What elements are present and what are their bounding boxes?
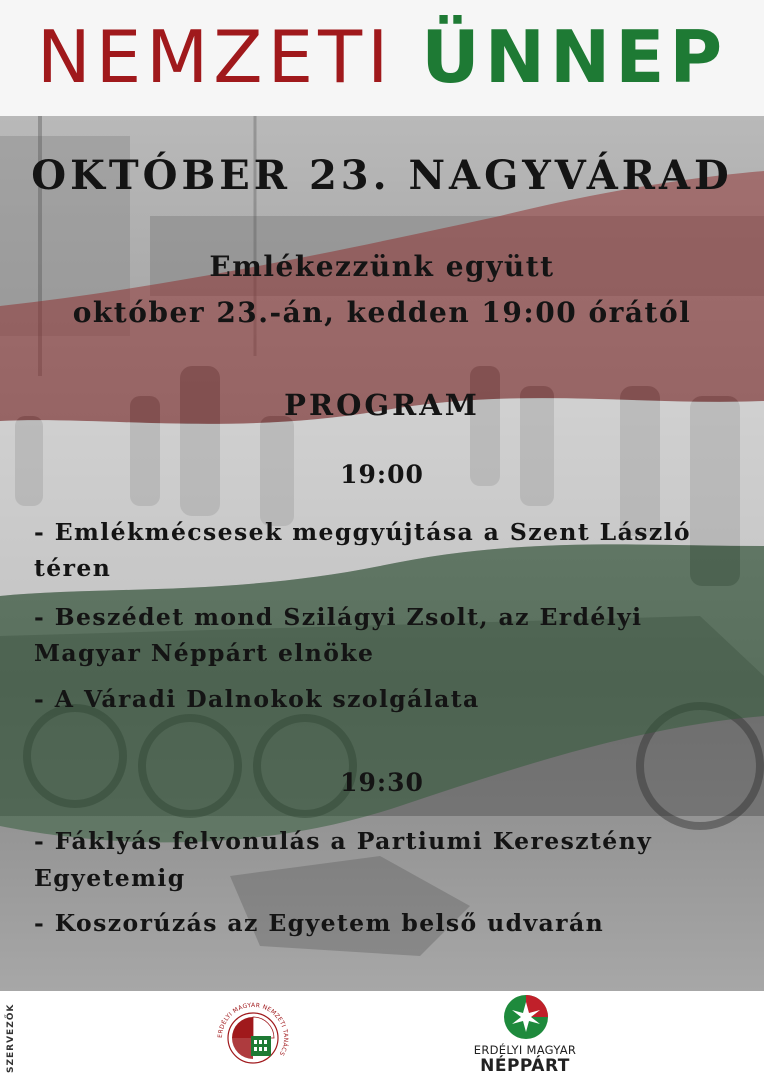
- header-bar: [0, 0, 764, 116]
- emnp-name-line2: NÉPPÁRT: [480, 1056, 570, 1076]
- organizers-label: SZERVEZŐK: [6, 1003, 16, 1073]
- program-item: Magyar Néppárt elnöke: [34, 639, 375, 667]
- program-item: - Emlékmécsesek meggyújtása a Szent László: [34, 518, 691, 546]
- program-item: téren: [34, 554, 112, 582]
- title-word-unnep: ÜNNEP: [421, 15, 728, 99]
- program-item: Egyetemig: [34, 864, 186, 892]
- emnt-logo-icon: [215, 1000, 291, 1076]
- program-item: - Beszédet mond Szilágyi Zsolt, az Erdélyi: [34, 603, 643, 631]
- program-item: - Koszorúzás az Egyetem belső udvarán: [34, 909, 605, 937]
- program-time-2: 19:30: [340, 768, 424, 797]
- event-datetime: október 23.-án, kedden 19:00 órától: [72, 296, 692, 329]
- title-word-nemzeti: NEMZETI: [36, 15, 394, 99]
- footer: [0, 991, 764, 1080]
- svg-text:ERDÉLYI MAGYAR NEMZETI TANÁCS: ERDÉLYI MAGYAR NEMZETI TANÁCS: [216, 1001, 290, 1057]
- program-time-1: 19:00: [340, 460, 424, 489]
- emnp-name-line1: ERDÉLYI MAGYAR: [473, 1043, 577, 1057]
- event-title: OKTÓBER 23. NAGYVÁRAD: [31, 152, 733, 199]
- program-heading: PROGRAM: [284, 388, 480, 422]
- program-item: - Fáklyás felvonulás a Partiumi Keresztény: [34, 827, 653, 855]
- poster-title: [0, 14, 764, 100]
- program-item: - A Váradi Dalnokok szolgálata: [34, 685, 480, 713]
- event-subtitle: Emlékezzünk együtt: [209, 250, 555, 283]
- emnp-star-logo-icon: [502, 993, 550, 1041]
